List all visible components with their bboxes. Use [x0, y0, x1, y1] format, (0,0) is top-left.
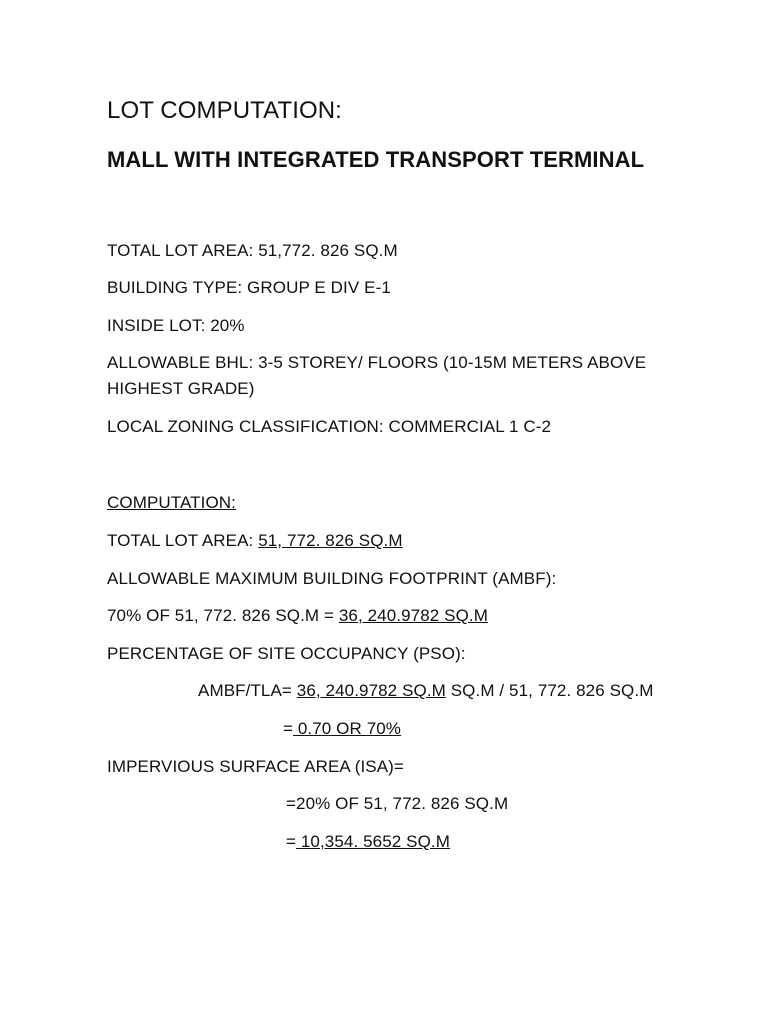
pso-expr-prefix: AMBF/TLA=	[198, 681, 297, 700]
computation-heading: COMPUTATION:	[107, 493, 237, 512]
pso-result-line	[283, 716, 401, 742]
pso-label-line: PERCENTAGE OF SITE OCCUPANCY (PSO):	[107, 644, 466, 663]
zoning-line: LOCAL ZONING CLASSIFICATION: COMMERCIAL 1 C-2	[107, 417, 552, 436]
total-lot-area-line: TOTAL LOT AREA: 51,772. 826 SQ.M	[107, 241, 398, 260]
ambf-expr-line	[107, 603, 488, 629]
ambf-expr: 70% OF 51, 772. 826 SQ.M =	[107, 606, 339, 625]
pso-result-value: 0.70 OR 70%	[293, 719, 402, 738]
page-subtitle: MALL WITH INTEGRATED TRANSPORT TERMINAL	[107, 147, 645, 172]
ambf-label-line: ALLOWABLE MAXIMUM BUILDING FOOTPRINT (AMBF):	[107, 569, 557, 588]
inside-lot-line: INSIDE LOT: 20%	[107, 316, 245, 335]
pso-expr-value: 36, 240.9782 SQ.M	[296, 681, 446, 700]
pso-expr-line	[198, 678, 653, 704]
isa-result-prefix: =	[286, 832, 297, 851]
tla-label: TOTAL LOT AREA:	[107, 531, 259, 550]
pso-expr-suffix: SQ.M / 51, 772. 826 SQ.M	[445, 681, 654, 700]
isa-label-line: IMPERVIOUS SURFACE AREA (ISA)=	[107, 757, 404, 776]
isa-result-line	[286, 829, 450, 855]
ambf-value: 36, 240.9782 SQ.M	[338, 606, 488, 625]
building-type-line: BUILDING TYPE: GROUP E DIV E-1	[107, 278, 391, 297]
tla-line	[107, 528, 403, 554]
pso-result-prefix: =	[283, 719, 294, 738]
isa-result-value: 10,354. 5652 SQ.M	[296, 832, 450, 851]
allowable-bhl-line: ALLOWABLE BHL: 3-5 STOREY/ FLOORS (10-15M METERS ABOVE HIGHEST GRADE)	[107, 353, 647, 398]
tla-value: 51, 772. 826 SQ.M	[258, 531, 403, 550]
isa-expr-line: =20% OF 51, 772. 826 SQ.M	[286, 794, 509, 813]
page-title: LOT COMPUTATION:	[107, 97, 342, 124]
